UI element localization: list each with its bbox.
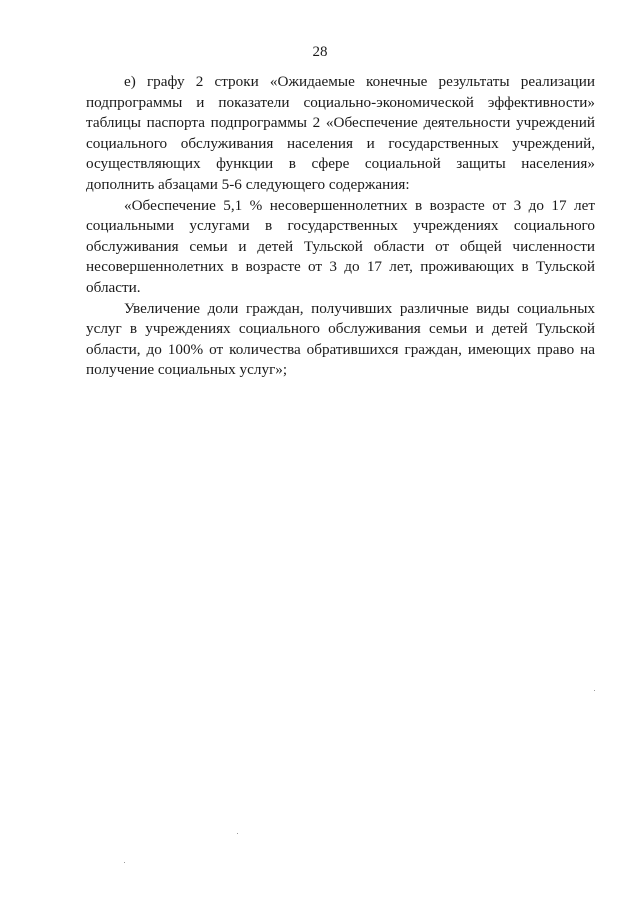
paragraph-minors-coverage: «Обеспечение 5,1 % несовершеннолетних в возрасте от 3 до 17 лет социальными услугами в государственных учреждениях социального обслуживания семьи и детей Тульской области от общей численности несовершеннолетних в возрасте от 3 до 17 лет, проживающих в Тульской области. — [86, 196, 595, 296]
document-body — [86, 72, 595, 381]
paragraph-citizens-share: Увеличение доли граждан, получивших различные виды социальных услуг в учреждениях социального обслуживания семьи и детей Тульской области, до 100% от количества обратившихся граждан, имеющих право на получение социальных услуг»; — [86, 299, 595, 379]
page-number: 28 — [312, 44, 328, 60]
paragraph-amendment-intro: е) графу 2 строки «Ожидаемые конечные результаты реализации подпрограммы и показатели социально-экономической эффективности» таблицы паспорта подпрограммы 2 «Обеспечение деятельности учреждений социального обслуживания населения и государственных учреждений, осуществляющих функции в сфере социальной защиты населения» дополнить абзацами 5-6 следующего содержания: — [86, 73, 595, 193]
scan-speck — [594, 690, 595, 691]
scan-speck — [124, 862, 125, 863]
scan-speck — [237, 833, 238, 834]
